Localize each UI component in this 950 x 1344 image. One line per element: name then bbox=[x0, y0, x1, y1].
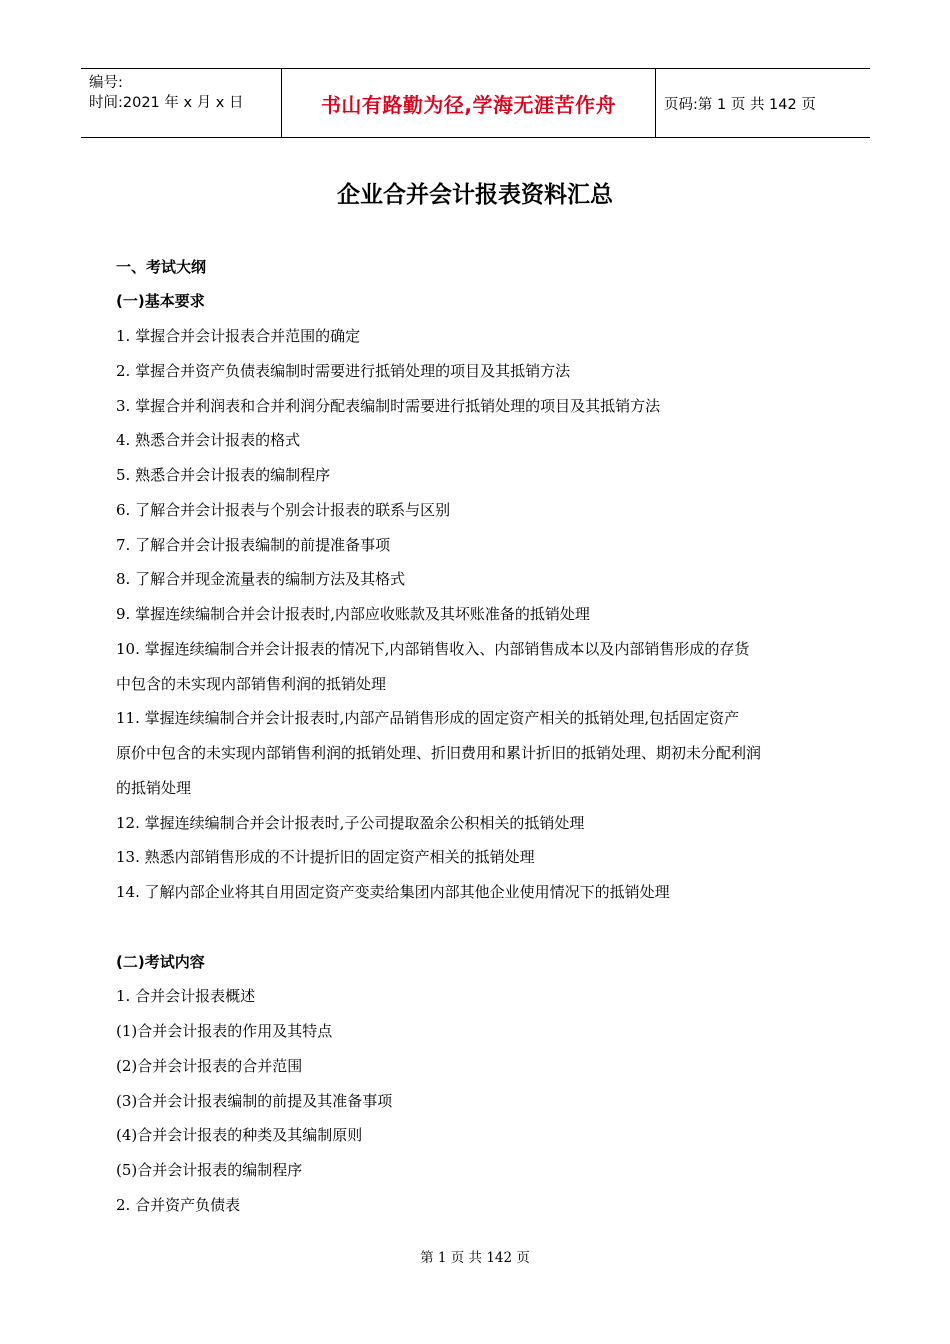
section-heading: 一、考试大纲 bbox=[116, 258, 207, 276]
list-item: 5. 熟悉合并会计报表的编制程序 bbox=[116, 466, 331, 484]
list-item: 11. 掌握连续编制合并会计报表时,内部产品销售形成的固定资产相关的抵销处理,包括固定资产 bbox=[116, 709, 740, 727]
list-item: 2. 合并资产负债表 bbox=[116, 1196, 241, 1214]
list-item: 9. 掌握连续编制合并会计报表时,内部应收账款及其坏账准备的抵销处理 bbox=[116, 605, 590, 623]
list-item: 8. 了解合并现金流量表的编制方法及其格式 bbox=[116, 570, 406, 588]
list-item: 1. 掌握合并会计报表合并范围的确定 bbox=[116, 327, 361, 345]
header-meta bbox=[89, 73, 244, 113]
subsection-heading: (一)基本要求 bbox=[116, 292, 205, 310]
list-item: (2)合并会计报表的合并范围 bbox=[116, 1057, 303, 1075]
list-item-continuation: 原价中包含的未实现内部销售利润的抵销处理、折旧费用和累计折旧的抵销处理、期初未分配利润 bbox=[116, 744, 762, 762]
header-motto: 书山有路勤为径,学海无涯苦作舟 bbox=[281, 69, 656, 137]
list-item: 4. 熟悉合并会计报表的格式 bbox=[116, 431, 301, 449]
subsection-heading: (二)考试内容 bbox=[116, 953, 205, 971]
list-item: 6. 了解合并会计报表与个别会计报表的联系与区别 bbox=[116, 501, 451, 519]
page-footer: 第 1 页 共 142 页 bbox=[420, 1250, 530, 1266]
list-item: (3)合并会计报表编制的前提及其准备事项 bbox=[116, 1092, 393, 1110]
document-number-label: 编号: bbox=[89, 75, 123, 91]
list-item-continuation: 中包含的未实现内部销售利润的抵销处理 bbox=[116, 675, 387, 693]
header-page-info: 页码:第 1 页 共 142 页 bbox=[664, 96, 816, 113]
document-date-label: 时间:2021 年 x 月 x 日 bbox=[89, 95, 244, 111]
list-item: 3. 掌握合并利润表和合并利润分配表编制时需要进行抵销处理的项目及其抵销方法 bbox=[116, 397, 661, 415]
list-item: (4)合并会计报表的种类及其编制原则 bbox=[116, 1126, 363, 1144]
list-item: 12. 掌握连续编制合并会计报表时,子公司提取盈余公积相关的抵销处理 bbox=[116, 814, 585, 832]
list-item: (1)合并会计报表的作用及其特点 bbox=[116, 1022, 333, 1040]
list-item: 10. 掌握连续编制合并会计报表的情况下,内部销售收入、内部销售成本以及内部销售形成的存货 bbox=[116, 640, 750, 658]
list-item: 2. 掌握合并资产负债表编制时需要进行抵销处理的项目及其抵销方法 bbox=[116, 362, 571, 380]
list-item: 13. 熟悉内部销售形成的不计提折旧的固定资产相关的抵销处理 bbox=[116, 848, 535, 866]
page-header bbox=[81, 68, 870, 138]
list-item: 7. 了解合并会计报表编制的前提准备事项 bbox=[116, 536, 391, 554]
list-item: 14. 了解内部企业将其自用固定资产变卖给集团内部其他企业使用情况下的抵销处理 bbox=[116, 883, 670, 901]
document-title: 企业合并会计报表资料汇总 bbox=[337, 182, 613, 208]
list-item: 1. 合并会计报表概述 bbox=[116, 987, 256, 1005]
list-item: (5)合并会计报表的编制程序 bbox=[116, 1161, 303, 1179]
list-item-continuation: 的抵销处理 bbox=[116, 779, 192, 797]
